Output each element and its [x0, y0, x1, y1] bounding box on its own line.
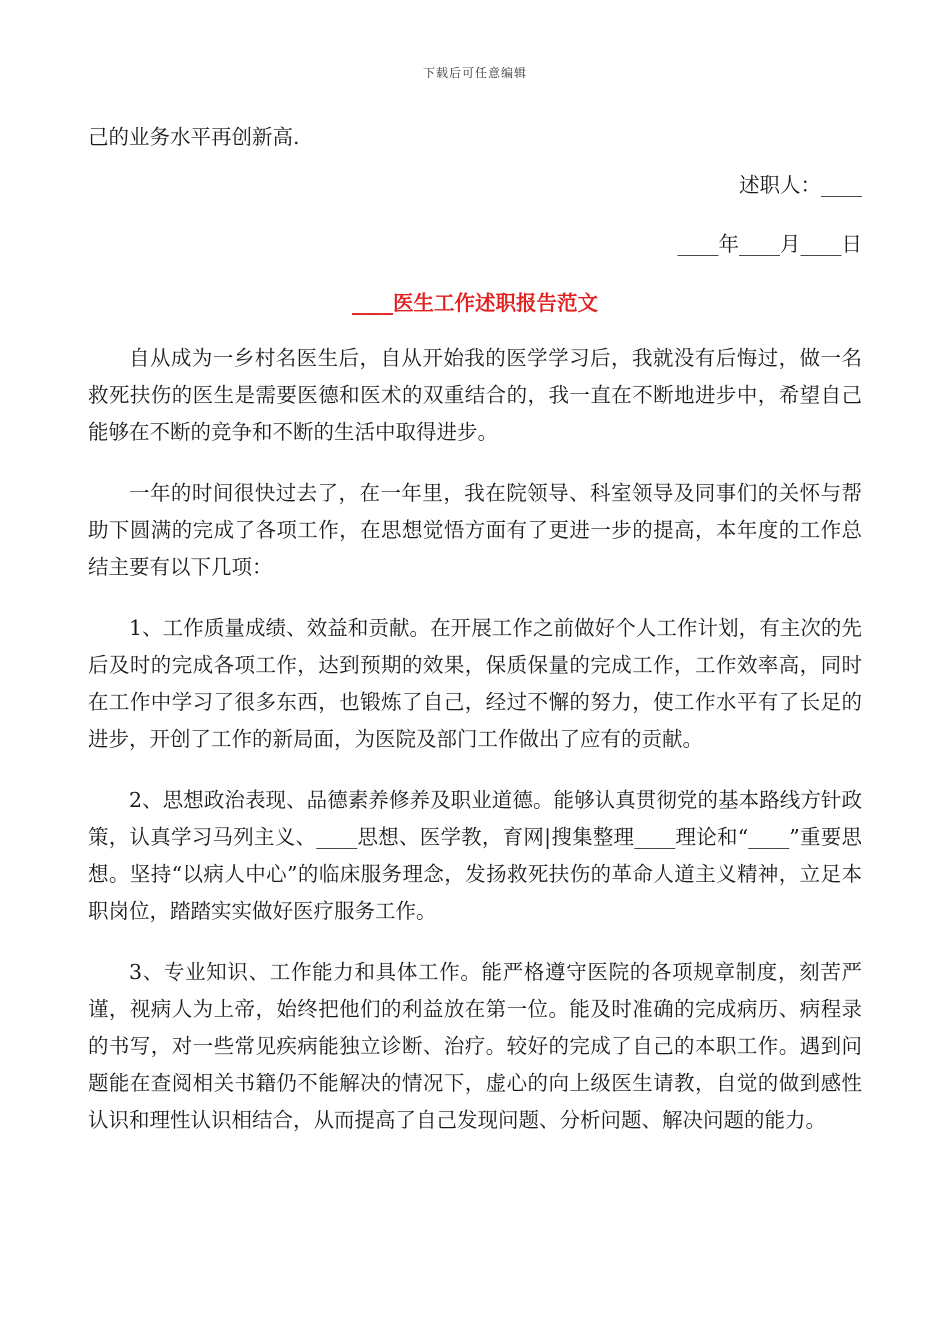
closing-line: 己的业务水平再创新高.	[88, 125, 300, 149]
signer-line: 述职人：____	[739, 173, 862, 197]
paragraph-intro: 自从成为一乡村名医生后，自从开始我的医学学习后，我就没有后悔过，做一名救死扶伤的医生是需要医德和医术的双重结合的，我一直在不断地进步中，希望自己能够在不断的竞争和不断的生活中取得进步。	[88, 346, 862, 444]
page-header: 下载后可任意编辑	[422, 66, 527, 80]
document-body	[88, 119, 862, 1163]
document-title: ____医生工作述职报告范文	[352, 291, 598, 315]
paragraph-summary: 一年的时间很快过去了，在一年里，我在院领导、科室领导及同事们的关怀与帮助下圆满的完成了各项工作，在思想觉悟方面有了更进一步的提高，本年度的工作总结主要有以下几项：	[88, 481, 862, 579]
paragraph-item-1: 1、工作质量成绩、效益和贡献。在开展工作之前做好个人工作计划，有主次的先后及时的完成各项工作，达到预期的效果，保质保量的完成工作，工作效率高，同时在工作中学习了很多东西，也锻炼了自己，经过不懈的努力，使工作水平有了长足的进步，开创了工作的新局面，为医院及部门工作做出了应有的贡献。	[88, 616, 862, 751]
paragraph-item-3: 3、专业知识、工作能力和具体工作。能严格遵守医院的各项规章制度，刻苦严谨，视病人为上帝，始终把他们的利益放在第一位。能及时准确的完成病历、病程录的书写，对一些常见疾病能独立诊断、治疗。较好的完成了自己的本职工作。遇到问题能在查阅相关书籍仍不能解决的情况下，虚心的向上级医生请教，自觉的做到感性认识和理性认识相结合，从而提高了自己发现问题、分析问题、解决问题的能力。	[88, 960, 862, 1132]
paragraph-item-2: 2、思想政治表现、品德素养修养及职业道德。能够认真贯彻党的基本路线方针政策，认真学习马列主义、____思想、医学教，育网|搜集整理____理论和“____”重要思想。坚持“以病人中心”的临床服务理念，发扬救死扶伤的革命人道主义精神，立足本职岗位，踏踏实实做好医疗服务工作。	[88, 788, 862, 923]
date-line: ____年____月____日	[677, 232, 862, 256]
